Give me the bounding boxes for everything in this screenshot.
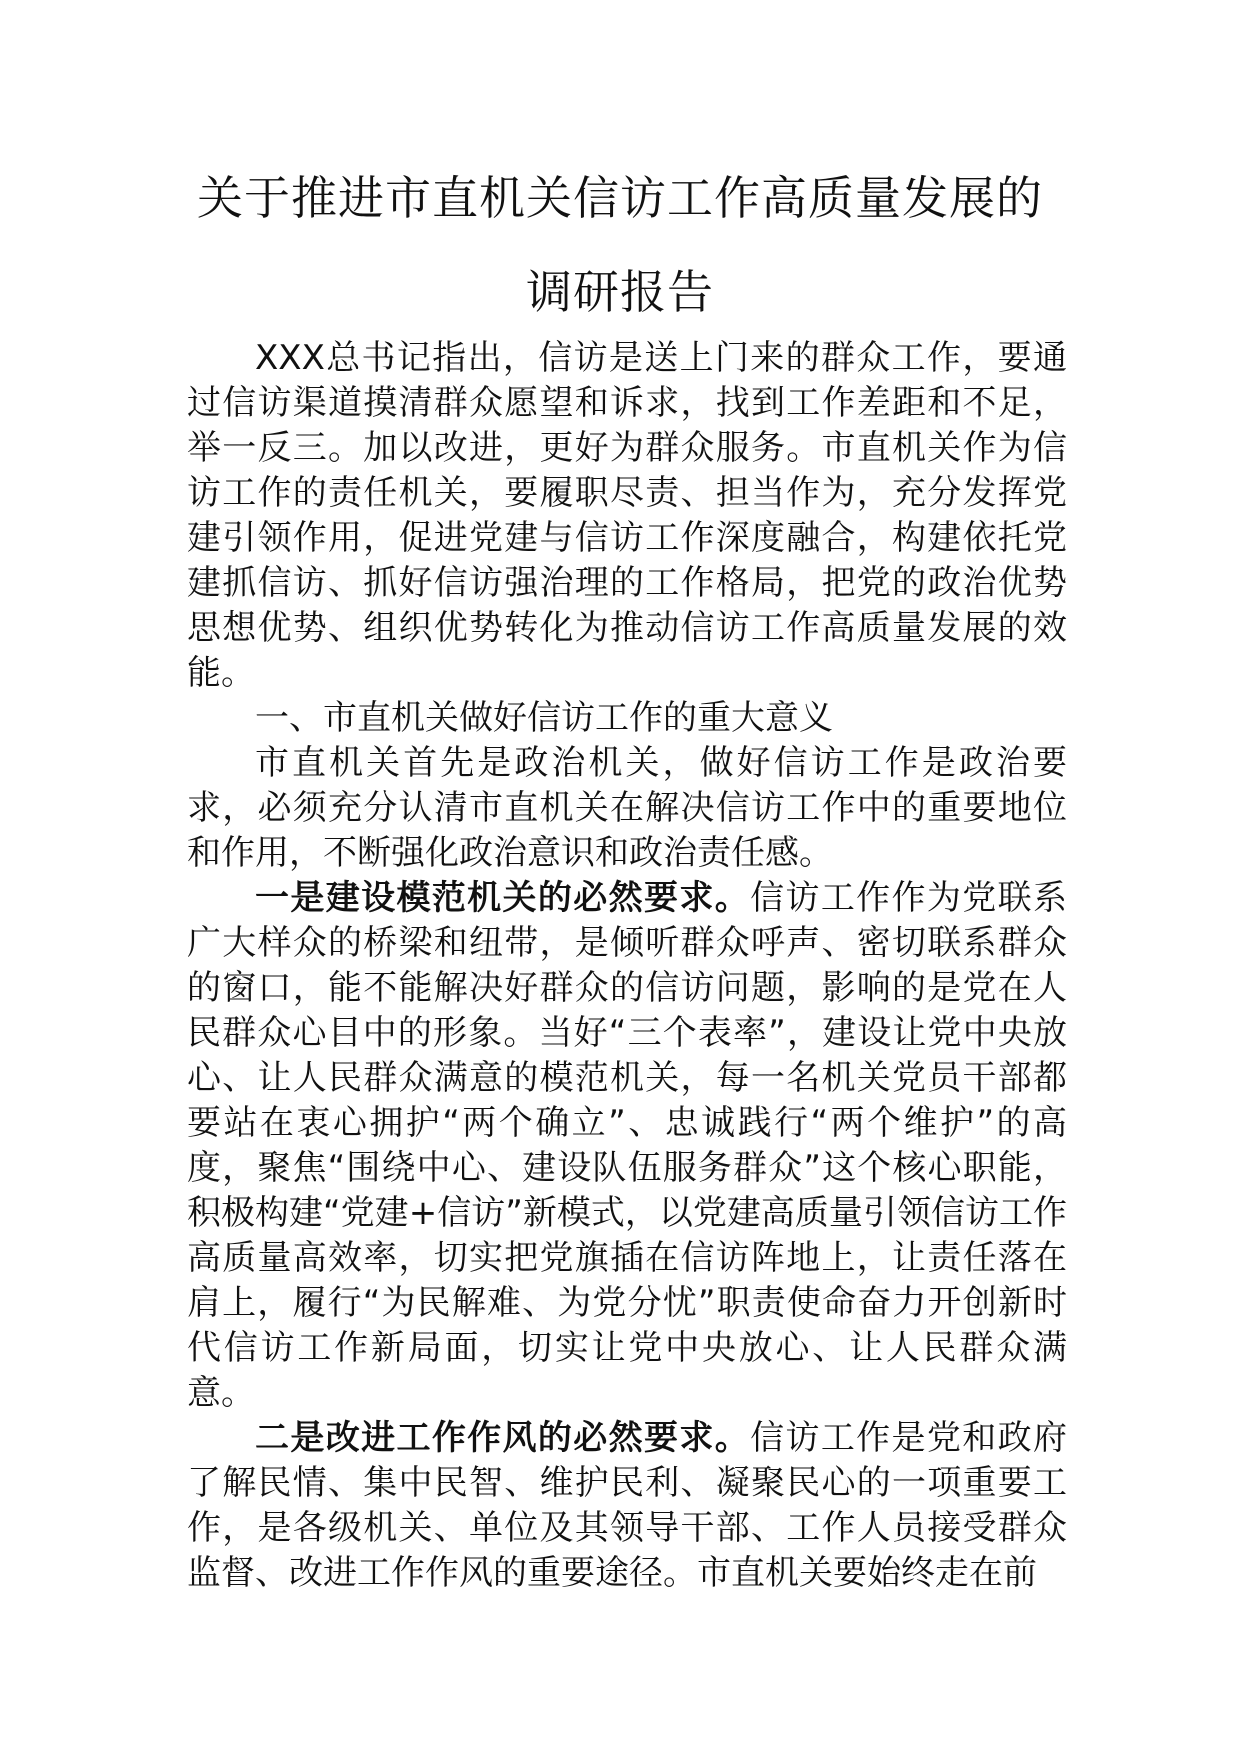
point-2-paragraph: [187, 1416, 1067, 1596]
point-2-body: 信访工作是党和政府了解民情、集中民智、维护民利、凝聚民心的一项重要工作，是各级机关、单位及其领导干部、工作人员接受群众监督、改进工作作风的重要途径。市直机关要始终走在前: [187, 1418, 1068, 1593]
section-1-heading: 一、市直机关做好信访工作的重大意义: [255, 698, 833, 738]
document-title-line-1: 关于推进市直机关信访工作高质量发展的: [197, 171, 1043, 225]
point-1-paragraph: [187, 876, 1067, 1416]
point-1-lead: 一是建设模范机关的必然要求。: [255, 878, 751, 918]
section-1-intro-paragraph: 市直机关首先是政治机关，做好信访工作是政治要求，必须充分认清市直机关在解决信访工作中的重要地位和作用，不断强化政治意识和政治责任感。: [187, 743, 1067, 873]
document-title-line-2: 调研报告: [526, 265, 714, 319]
point-1-body: 信访工作作为党联系广大样众的桥梁和纽带，是倾听群众呼声、密切联系群众的窗口，能不能解决好群众的信访问题，影响的是党在人民群众心目中的形象。当好“三个表率”，建设让党中央放心、让人民群众满意的模范机关，每一名机关党员干部都要站在衷心拥护“两个确立”、忠诚践行“两个维护”的高度，聚焦“围绕中心、建设队伍服务群众”这个核心职能，积极构建“党建+信访”新模式，以党建高质量引领信访工作高质量高效率，切实把党旗插在信访阵地上，让责任落在肩上，履行“为民解难、为党分忧”职责使命奋力开创新时代信访工作新局面，切实让党中央放心、让人民群众满意。: [187, 878, 1068, 1413]
intro-paragraph: XXX总书记指出，信访是送上门来的群众工作，要通过信访渠道摸清群众愿望和诉求，找到工作差距和不足，举一反三。加以改进，更好为群众服务。市直机关作为信访工作的责任机关，要履职尽责、担当作为，充分发挥党建引领作用，促进党建与信访工作深度融合，构建依托党建抓信访、抓好信访强治理的工作格局，把党的政治优势思想优势、组织优势转化为推动信访工作高质量发展的效能。: [187, 338, 1067, 693]
point-2-lead: 二是改进工作作风的必然要求。: [255, 1418, 751, 1458]
